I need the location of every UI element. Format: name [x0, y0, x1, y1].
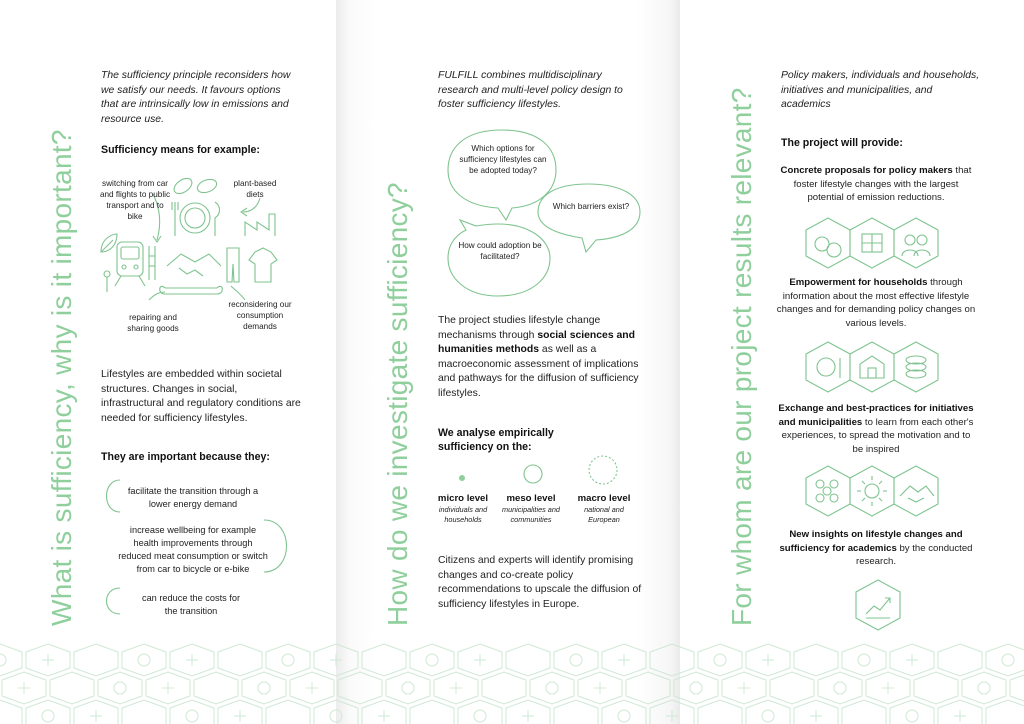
- level-micro-desc: individuals and households: [438, 505, 488, 524]
- trend-icon: [866, 598, 890, 618]
- people-icon: [816, 480, 838, 502]
- hexagon-pattern-motif: [906, 654, 918, 666]
- panel-why-important: [0, 0, 336, 724]
- hexagon-pattern-motif: [618, 710, 630, 722]
- hexagon-pattern-motif: [474, 710, 486, 722]
- item-initiatives-bold: Exchange and best-practices for initiatives and municipalities: [778, 403, 974, 428]
- hexagon-pattern-cell: [626, 672, 670, 704]
- intro-text: The sufficiency principle reconsiders how we satisfy our needs. It favours options that are intrinsically low in emissions and resource use.: [101, 70, 291, 125]
- hexagon-pattern-cell: [482, 672, 526, 704]
- hexagon-pattern-motif: [882, 682, 894, 694]
- panel-title: For whom are our project results relevant?: [726, 87, 757, 626]
- handshake-icon: [900, 486, 934, 502]
- hexagon-pattern-cell: [986, 700, 1024, 724]
- item-policy-makers: [776, 164, 976, 205]
- hexagon-pattern-cell: [602, 700, 646, 724]
- hexagon-pattern-motif: [762, 654, 774, 666]
- item-households-bold: Empowerment for households: [789, 277, 928, 288]
- hexagon-pattern-motif: [714, 654, 726, 666]
- hexagon-pattern-motif: [0, 654, 6, 666]
- citizens-text: Citizens and experts will identify promising changes and co-create policy recommendations to upscale the diffusion of sufficiency lifestyles in Europe.: [438, 555, 642, 610]
- item-academics-bold: New insights on lifestyle changes and sufficiency for academics: [779, 529, 963, 554]
- intro-text: Policy makers, individuals and households, initiatives and municipalities, and academics: [781, 70, 980, 110]
- house-icon: [862, 234, 882, 252]
- hexagon-pattern-cell: [890, 700, 934, 724]
- train-icon: [115, 242, 155, 286]
- wrench-icon: [160, 286, 223, 294]
- factory-icon: [245, 214, 275, 236]
- hexagon-pattern-motif: [42, 710, 54, 722]
- level-macro-desc: national and European: [584, 505, 624, 524]
- hexagon-pattern-cell: [914, 672, 958, 704]
- hexagon-pattern-cell: [746, 700, 790, 724]
- hexagon-pattern-cell: [674, 672, 718, 704]
- reason-2: increase wellbeing for example health improvements through reduced meat consumption or switch from car to bicycle or e-bike: [118, 525, 268, 574]
- household-icons-row: [806, 340, 946, 396]
- item-academics-text: by the conducted research.: [856, 542, 973, 567]
- hexagon-pattern-motif: [906, 710, 918, 722]
- hexagon-pattern-motif: [186, 710, 198, 722]
- hexagon-pattern-cell: [554, 700, 598, 724]
- intro-text: FULFILL combines multidisciplinary research and multi-level policy design to foster sufficiency lifestyles.: [438, 70, 623, 110]
- hexagon-pattern-motif: [90, 710, 102, 722]
- leaf-icon: [171, 175, 218, 196]
- hexagon-pattern-motif: [954, 710, 966, 722]
- hexagon-pattern-cell: [458, 700, 502, 724]
- panel-title: What is sufficiency, why is it important?: [46, 129, 77, 626]
- studies-pre: The project studies lifestyle change mechanisms through: [438, 315, 601, 341]
- hexagon-pattern-cell: [842, 700, 886, 724]
- level-meso-name: meso level: [506, 493, 556, 504]
- example-diets: plant-based diets: [233, 179, 277, 199]
- hexagon-pattern-motif: [570, 654, 582, 666]
- item-households-text: through information about the most effective lifestyle changes and for demanding policy changes on various levels.: [776, 277, 976, 329]
- chart-icon: [815, 237, 841, 257]
- example-transport: switching from car and flights to public transport and to bike: [99, 179, 171, 221]
- hexagon-pattern-cell: [386, 672, 430, 704]
- level-meso-desc: municipalities and communities: [501, 505, 560, 524]
- heading-means: Sufficiency means for example:: [101, 144, 260, 156]
- hexagon-pattern-cell: [962, 672, 1006, 704]
- level-micro-name: micro level: [437, 493, 489, 504]
- hexagon-pattern-cell: [194, 672, 238, 704]
- hexagon-pattern-motif: [258, 682, 270, 694]
- hexagon-pattern-cell: [698, 700, 742, 724]
- hexagon-pattern-footer: [0, 652, 1024, 724]
- hexagon-pattern-motif: [282, 654, 294, 666]
- academics-icon: [854, 578, 902, 632]
- hexagon-pattern-motif: [138, 654, 150, 666]
- sun-icon: [857, 476, 887, 506]
- handshake-icon: [167, 254, 221, 276]
- hexagon-pattern-motif: [378, 710, 390, 722]
- macro-level-circle: [589, 456, 617, 484]
- panel-for-whom: [680, 0, 1024, 724]
- example-consumption: reconsidering our consumption demands: [228, 300, 292, 331]
- hexagon-pattern-motif: [402, 682, 414, 694]
- bubble-barriers: Which barriers exist?: [552, 202, 630, 211]
- hexagon-pattern-cell: [338, 672, 382, 704]
- hexagon-pattern-motif: [306, 682, 318, 694]
- bubble-options: Which options for sufficiency lifestyles can be adopted today?: [459, 144, 547, 175]
- hexagon-pattern-cell: [410, 700, 454, 724]
- hexagon-pattern-motif: [810, 710, 822, 722]
- hexagon-pattern-motif: [666, 710, 678, 722]
- studies-post: as well as a macroeconomic assessment of implications and pathways for the diffusion of sufficiency lifestyles.: [438, 344, 639, 399]
- clothes-icon: [227, 248, 277, 282]
- meso-level-circle: [524, 465, 542, 483]
- hexagon-pattern-cell: [770, 672, 814, 704]
- hexagon-pattern-motif: [330, 710, 342, 722]
- hexagon-pattern-cell: [266, 700, 310, 724]
- level-macro-name: macro level: [577, 493, 631, 504]
- hexagon-pattern-motif: [738, 682, 750, 694]
- hexagon-pattern-motif: [618, 654, 630, 666]
- heading-analyse: We analyse empirically sufficiency on the:: [438, 427, 554, 453]
- item-initiatives-text: to learn from each other's experiences, to spread the motivation and to be inspired: [781, 416, 974, 455]
- hexagon-pattern-cell: [0, 700, 22, 724]
- hexagon-pattern-cell: [170, 700, 214, 724]
- hexagon-pattern-cell: [242, 672, 286, 704]
- hexagon-pattern-motif: [690, 682, 702, 694]
- plate-icon: [817, 358, 840, 378]
- hexagon-pattern-cell: [98, 672, 142, 704]
- hexagon-pattern-motif: [234, 710, 246, 722]
- hexagon-pattern-motif: [762, 710, 774, 722]
- hexagon-pattern-motif: [594, 682, 606, 694]
- reason-1: facilitate the transition through a lower energy demand: [127, 486, 259, 509]
- item-initiatives: [776, 402, 976, 456]
- hexagon-pattern-motif: [186, 654, 198, 666]
- hexagon-pattern-cell: [314, 700, 358, 724]
- people-icon: [902, 235, 930, 256]
- hexagon-pattern-motif: [450, 682, 462, 694]
- embedded-text: Lifestyles are embedded within societal structures. Changes in social, infrastructural and regulatory conditions are needed for sufficiency lifestyles.: [101, 369, 301, 424]
- house-icon: [860, 356, 884, 378]
- hexagon-pattern-cell: [122, 700, 166, 724]
- level-micro: [434, 493, 492, 525]
- panel-title: How do we investigate sufficiency?: [382, 182, 413, 626]
- hexagon-pattern-motif: [162, 682, 174, 694]
- hexagon-pattern-motif: [426, 654, 438, 666]
- level-meso: [498, 493, 564, 525]
- hexagon-pattern-motif: [18, 682, 30, 694]
- heading-important: They are important because they:: [101, 451, 270, 463]
- level-circles: [438, 456, 638, 496]
- panel-how-investigate: [336, 0, 680, 724]
- heading-provide: The project will provide:: [781, 137, 903, 149]
- plate-icon: [172, 202, 220, 236]
- micro-level-dot: [459, 475, 465, 481]
- hexagon-pattern-motif: [978, 682, 990, 694]
- item-academics: [776, 528, 976, 569]
- hexagon-pattern-motif: [330, 654, 342, 666]
- level-macro: [572, 493, 636, 525]
- hexagon-pattern-cell: [1010, 672, 1024, 704]
- leaf-icon: [101, 234, 117, 292]
- hexagon-pattern-motif: [858, 654, 870, 666]
- initiatives-icons-row: [806, 464, 946, 520]
- example-repair: repairing and sharing goods: [127, 313, 179, 333]
- hexagon-pattern-motif: [474, 654, 486, 666]
- hexagon-pattern-cell: [818, 672, 862, 704]
- item-households: [776, 276, 976, 330]
- hexagon-pattern-cell: [26, 700, 70, 724]
- item-policy-makers-bold: Concrete proposals for policy makers: [780, 165, 953, 176]
- policy-icons-row: [806, 216, 946, 272]
- coins-icon: [906, 356, 926, 378]
- hexagon-pattern-motif: [546, 682, 558, 694]
- hexagon-pattern-motif: [42, 654, 54, 666]
- hexagon-pattern-motif: [114, 682, 126, 694]
- reason-3: can reduce the costs for the transition: [141, 593, 241, 616]
- item-policy-makers-text: that foster lifestyle changes with the largest potential of emission reductions.: [793, 165, 972, 203]
- hexagon-pattern-motif: [834, 682, 846, 694]
- hexagon-pattern-cell: [530, 672, 574, 704]
- hexagon-pattern-motif: [522, 710, 534, 722]
- hexagon-pattern-cell: [50, 672, 94, 704]
- studies-bold: social sciences and humanities methods: [438, 329, 635, 355]
- hexagon-pattern-motif: [1002, 654, 1014, 666]
- studies-text: [438, 314, 648, 401]
- bubble-adoption: How could adoption be facilitated?: [458, 241, 542, 261]
